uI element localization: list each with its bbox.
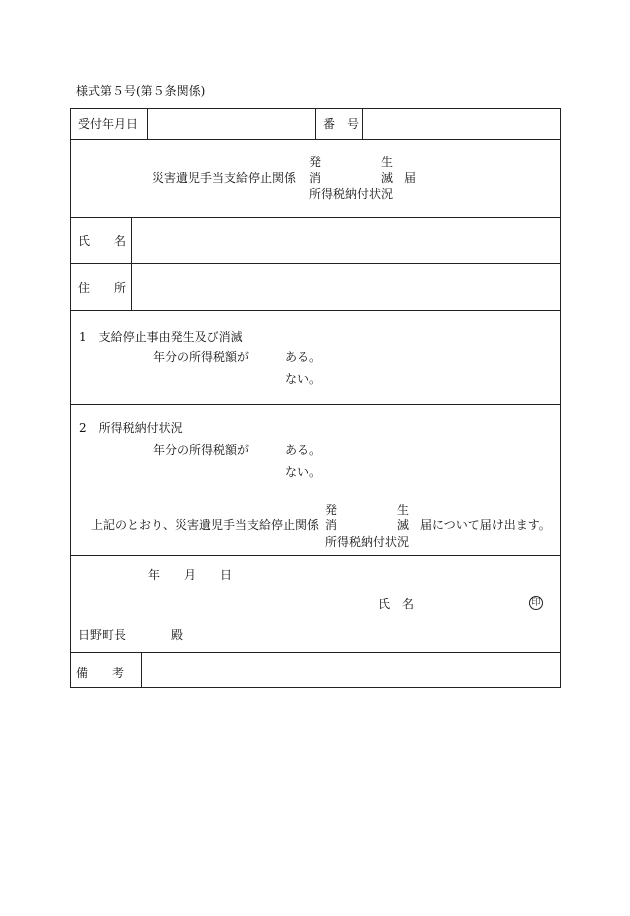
signature-date-label: 年 月 日 [148, 568, 233, 582]
declaration-suffix: 届について届け出ます。 [420, 518, 551, 532]
section1-heading: 1 支給停止事由発生及び消滅 [79, 330, 243, 344]
title-option-tax: 所得税納付状況 [309, 187, 394, 201]
section1-tax-amount-label: 年分の所得税額が [153, 350, 250, 364]
rule-receipt-divider [147, 108, 148, 139]
declaration-option-tax: 所得税納付状況 [325, 535, 410, 549]
seal-mark-icon: 印 [529, 596, 543, 610]
rule-applicant-divider [131, 217, 132, 310]
address-label: 住 所 [78, 281, 127, 295]
section1-option-yes: ある。 [285, 350, 322, 364]
section2-option-no: ない。 [285, 465, 322, 479]
section1-option-no: ない。 [285, 372, 322, 386]
section2-tax-amount-label: 年分の所得税額が [153, 443, 250, 457]
number-label: 番 号 [323, 117, 360, 131]
rule-address [70, 310, 561, 311]
declaration-option-extinct: 消 滅 [325, 518, 410, 532]
addressee: 日野町長 [78, 628, 127, 642]
title-suffix: 届 [404, 171, 417, 185]
form-title: 様式第５号(第５条関係) [76, 84, 206, 98]
rule-section1 [70, 404, 561, 405]
honorific: 殿 [171, 628, 184, 642]
remarks-label: 備 考 [76, 666, 125, 680]
name-label: 氏 名 [78, 234, 127, 248]
title-option-extinct: 消 滅 [309, 171, 394, 185]
rule-signature [70, 652, 561, 653]
title-option-occur: 発 生 [309, 155, 394, 169]
rule-header [70, 139, 561, 140]
rule-number-right [362, 108, 363, 139]
declaration-option-occur: 発 生 [325, 503, 410, 517]
rule-name [70, 263, 561, 264]
rule-remarks-divider [141, 652, 142, 688]
declaration-prefix: 上記のとおり、災害遺児手当支給停止関係 [91, 518, 320, 532]
rule-title [70, 217, 561, 218]
receipt-date-label: 受付年月日 [78, 117, 139, 131]
rule-declaration [70, 555, 561, 556]
title-prefix: 災害遺児手当支給停止関係 [152, 171, 297, 185]
rule-number-left [315, 108, 316, 139]
signature-name-label: 氏 名 [378, 597, 415, 611]
section2-heading: 2 所得税納付状況 [79, 421, 183, 435]
section2-option-yes: ある。 [285, 443, 322, 457]
